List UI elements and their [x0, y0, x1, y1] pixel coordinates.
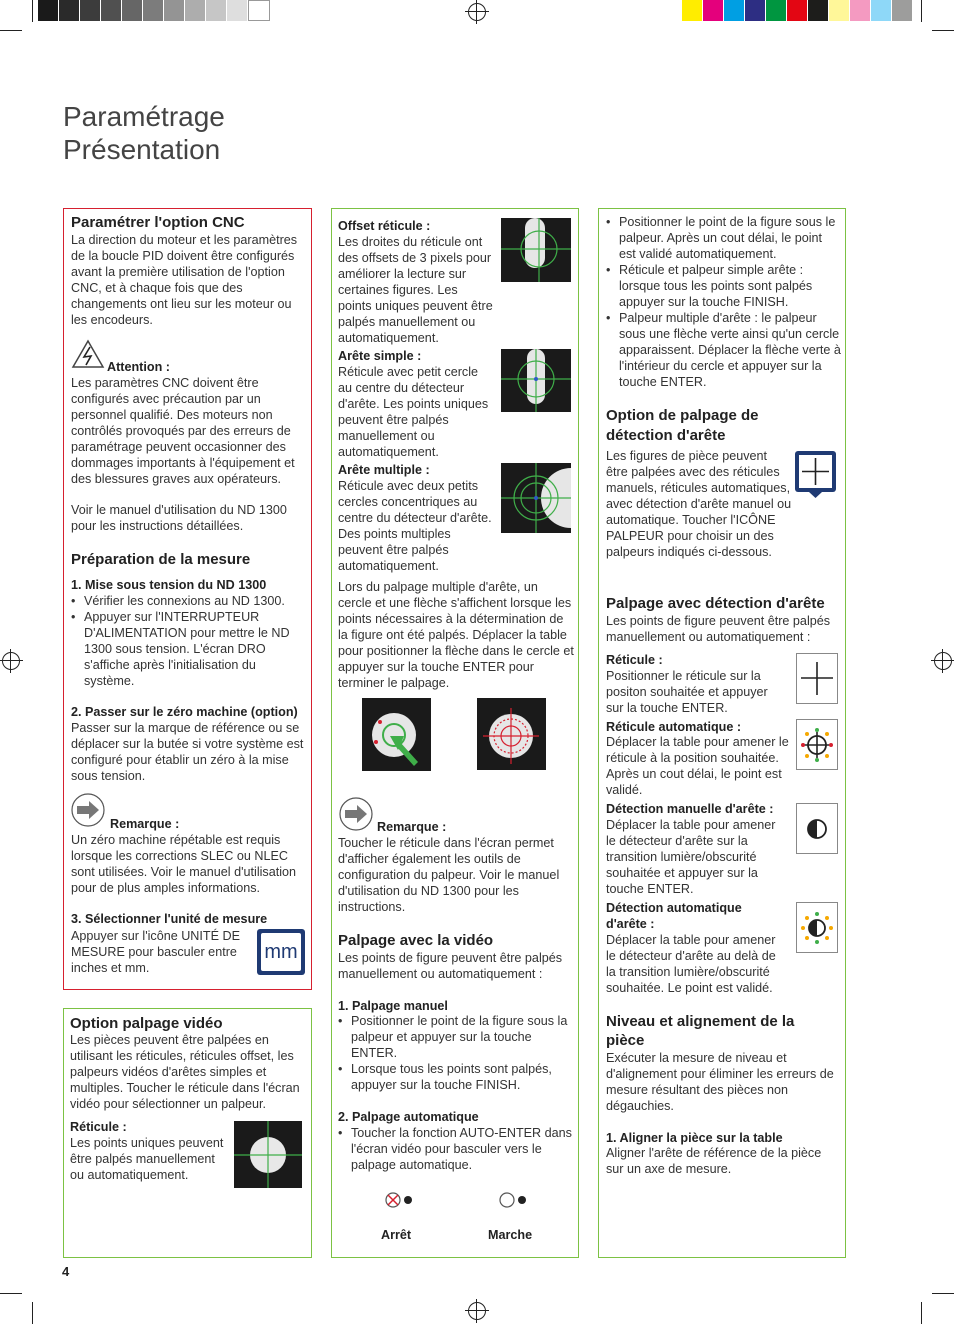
auto-probing-list: [338, 1125, 574, 1173]
page-number: 4: [62, 1264, 70, 1279]
remark-label: Remarque :: [110, 817, 180, 831]
warning-icon: [71, 339, 105, 369]
level-alignment-text: Exécuter la mesure de niveau et d'alignement pour éliminer les erreurs de mesure résultant des pièces non dégauchies.: [606, 1051, 834, 1113]
align-title: 1. Aligner la pièce sur la table: [606, 1131, 783, 1145]
offset-reticle-text: Les droites du réticule ont des offsets de 3 pixels pour améliorer la lecture sur certaines figures. Les points uniques peuvent être palpés manuellement ou automatiquement.: [338, 235, 493, 345]
registration-mark-top: [468, 3, 486, 21]
list-item: • Positionner le point de la figure sous la palpeur et appuyer sur la touche ENTER.: [338, 1013, 574, 1061]
auto-half-circle-icon: [797, 903, 837, 952]
step2-title: 2. Passer sur le zéro machine (option): [71, 705, 298, 719]
step3-text: Appuyer sur l'icône UNITÉ DE MESURE pour basculer entre inches et mm.: [71, 929, 240, 975]
cnc-text: La direction du moteur et les paramètres de la boucle PID doivent être configurés avant la première utilisation de l'option CNC, et à chaque fois que des changements ont lieu sur les moteur ou les encodeurs.: [71, 233, 298, 327]
registration-mark-bottom: [468, 1302, 486, 1320]
single-edge-image: [501, 349, 571, 412]
auto-enter-off-label: Arrêt: [381, 1228, 412, 1242]
probe-icon-button[interactable]: [794, 450, 837, 499]
multiple-edge-text: Réticule avec deux petits cercles concentriques au centre du détecteur d'arête. Des points multiples peuvent être palpés automatiquement.: [338, 479, 492, 573]
registration-mark-right: [934, 652, 952, 670]
multiple-edge-image: [501, 463, 571, 533]
reticle-text: Les points uniques peuvent être palpés manuellement ou automatiquement.: [70, 1136, 224, 1182]
step1-title: 1. Mise sous tension du ND 1300: [71, 578, 267, 592]
multi-point-probe-image: [477, 698, 546, 770]
edge-reticle-label: Réticule :: [606, 653, 663, 667]
step2-text: Passer sur la marque de référence ou se déplacer sur la butée si votre système est configuré pour établir un zéro à la mise sous tension.: [71, 721, 304, 783]
multiple-edge-label: Arête multiple :: [338, 463, 430, 477]
list-item: • Palpeur multiple d'arête : le palpeur sous une flèche verte ainsi qu'un cercle apparaissent. Déplacer la flèche verte à l'intérieur du cercle et appuyer sur la touche ENTER.: [606, 310, 842, 390]
list-item: • Toucher la fonction AUTO-ENTER dans l'écran vidéo pour basculer vers le palpage automatique.: [338, 1125, 574, 1173]
auto-probing-steps-list: [606, 214, 842, 390]
align-text: Aligner l'arête de référence de la pièce sur un axe de mesure.: [606, 1146, 822, 1176]
manual-edge-probe-button[interactable]: [796, 803, 838, 854]
single-edge-text: Réticule avec petit cercle au centre du détecteur d'arête. Les points uniques peuvent être palpés manuellement ou automatiquement.: [338, 365, 489, 459]
list-item: • Appuyer sur l'INTERRUPTEUR D'ALIMENTATION pour mettre le ND 1300 sous tension. L'écran DRO s'affiche après l'initialisation du système.: [71, 609, 307, 689]
reticle-label: Réticule :: [70, 1120, 127, 1134]
manual-edge-label: Détection manuelle d'arête :: [606, 802, 774, 816]
auto-enter-off-icon[interactable]: [380, 1184, 416, 1216]
edge-reticle-text: Positionner le réticule sur la positon souhaitée et appuyer sur la touche ENTER.: [606, 669, 768, 715]
manual-edge-text: Déplacer la table pour amener le détecteur d'arête sur la transition lumière/obscurité souhaitée et appuyer sur la touche ENTER.: [606, 818, 776, 896]
page-title-line2: Présentation: [63, 134, 221, 165]
list-item: • Lorsque tous les points sont palpés, appuyer sur la touche FINISH.: [338, 1061, 574, 1093]
auto-enter-on-label: Marche: [488, 1228, 533, 1242]
auto-reticle-text: Déplacer la table pour amener le réticule à la position souhaitée. Après un cout délai, le point est validé.: [606, 735, 789, 797]
manual-reference-text: Voir le manuel d'utilisation du ND 1300 pour les instructions détaillées.: [71, 503, 287, 533]
cnc-heading: Paramétrer l'option CNC: [71, 214, 245, 231]
manual-probing-list: [338, 1013, 574, 1093]
page-title: [63, 100, 225, 166]
manual-probing-title: 1. Palpage manuel: [338, 999, 448, 1013]
video-probing-heading: Palpage avec la vidéo: [338, 932, 494, 949]
offset-reticle-image: [501, 218, 571, 282]
edge-option-heading: Option de palpage de détection d'arête: [606, 407, 759, 444]
step1-list: [71, 593, 307, 689]
list-item: • Réticule et palpeur simple arête : lorsque tous les points sont palpés appuyer sur la touche FINISH.: [606, 262, 842, 310]
attention-text: Les paramètres CNC doivent être configurés avec précaution par un personnel qualifié. Des moteurs non contrôlés provoqués par des erreurs de paramétrage peuvent occasionner des dommages importants à l'équipement et des blessures graves aux opérateurs.: [71, 376, 295, 486]
auto-reticle-label: Réticule automatique :: [606, 720, 742, 734]
arrow-circle-probe-image: [362, 698, 431, 771]
remark-text: Un zéro machine répétable est requis lorsque les corrections SLEC ou NLEC sont utilisées. Voir le manuel d'utilisation pour de plus amples informations.: [71, 833, 297, 895]
edge-probe-text: Les points de figure peuvent être palpés manuellement ou automatiquement :: [606, 614, 831, 644]
auto-edge-label: Détection automatique d'arête :: [606, 901, 742, 931]
page-title-line1: Paramétrage: [63, 101, 225, 132]
crosshair-icon: [797, 654, 837, 703]
col1-content: [71, 214, 307, 328]
reticle-probe-button[interactable]: [796, 653, 838, 704]
edge-probe-heading: Palpage avec détection d'arête: [606, 595, 825, 612]
unit-mm-icon[interactable]: [257, 929, 305, 975]
preparation-heading: Préparation de la mesure: [71, 551, 251, 568]
auto-edge-probe-button[interactable]: [796, 902, 838, 953]
video-option-text: Les pièces peuvent être palpées en utilisant les réticules, réticules offset, les palpeurs vidéos d'arêtes simples et multiples. Toucher le réticule dans l'écran vidéo pour sélectionner un palpeur.: [70, 1033, 300, 1111]
arrow-right-icon: [71, 793, 105, 827]
attention-label: Attention :: [107, 360, 170, 374]
single-edge-label: Arête simple :: [338, 349, 422, 363]
unit-mm-icon-label: mm: [261, 933, 301, 971]
crosshair-icon: [794, 450, 837, 499]
registration-mark-left: [2, 652, 20, 670]
auto-probing-title: 2. Palpage automatique: [338, 1110, 479, 1124]
level-alignment-heading: Niveau et alignement de la pièce: [606, 1013, 795, 1049]
auto-edge-text: Déplacer la table pour amener le détecteur d'arête au delà de la transition lumière/obscurité souhaitée. Le point est validé.: [606, 933, 776, 995]
auto-crosshair-icon: [797, 720, 837, 769]
list-item: • Positionner le point de la figure sous le palpeur. Après un cout délai, le point est validé automatiquement.: [606, 214, 842, 262]
remark-label: Remarque :: [377, 820, 447, 834]
auto-reticle-probe-button[interactable]: [796, 719, 838, 770]
video-probing-text: Les points de figure peuvent être palpés manuellement ou automatiquement :: [338, 951, 563, 981]
edge-option-text: Les figures de pièce peuvent être palpées avec des réticules manuels, réticules automatiques, avec détection d'arête manuel ou automatique. Toucher l'ICÔNE PALPEUR pour choisir un des palpeurs indiqués ci-dessous.: [606, 449, 792, 559]
arrow-right-icon: [339, 797, 373, 831]
offset-reticle-label: Offset réticule :: [338, 219, 431, 233]
video-option-heading: Option palpage vidéo: [70, 1015, 223, 1032]
multiple-edge-paragraph: Lors du palpage multiple d'arête, un cercle et une flèche s'affichent lorsque les points nécessaires à la détermination de la figure ont été palpés. Déplacer la table pour positionner la flèche dans le cercle et appuyer sur la touche ENTER pour terminer le palpage.: [338, 580, 574, 690]
reticle-example-image: [234, 1121, 302, 1188]
remark-text: Toucher le réticule dans l'écran permet d'afficher également les outils de configuration du palpeur. Voir le manuel d'utilisation du ND 1300 pour les instructions.: [338, 836, 560, 914]
step3-title: 3. Sélectionner l'unité de mesure: [71, 912, 268, 926]
list-item: • Vérifier les connexions au ND 1300.: [71, 593, 307, 609]
half-circle-icon: [797, 804, 837, 853]
auto-enter-on-icon[interactable]: [494, 1184, 530, 1216]
